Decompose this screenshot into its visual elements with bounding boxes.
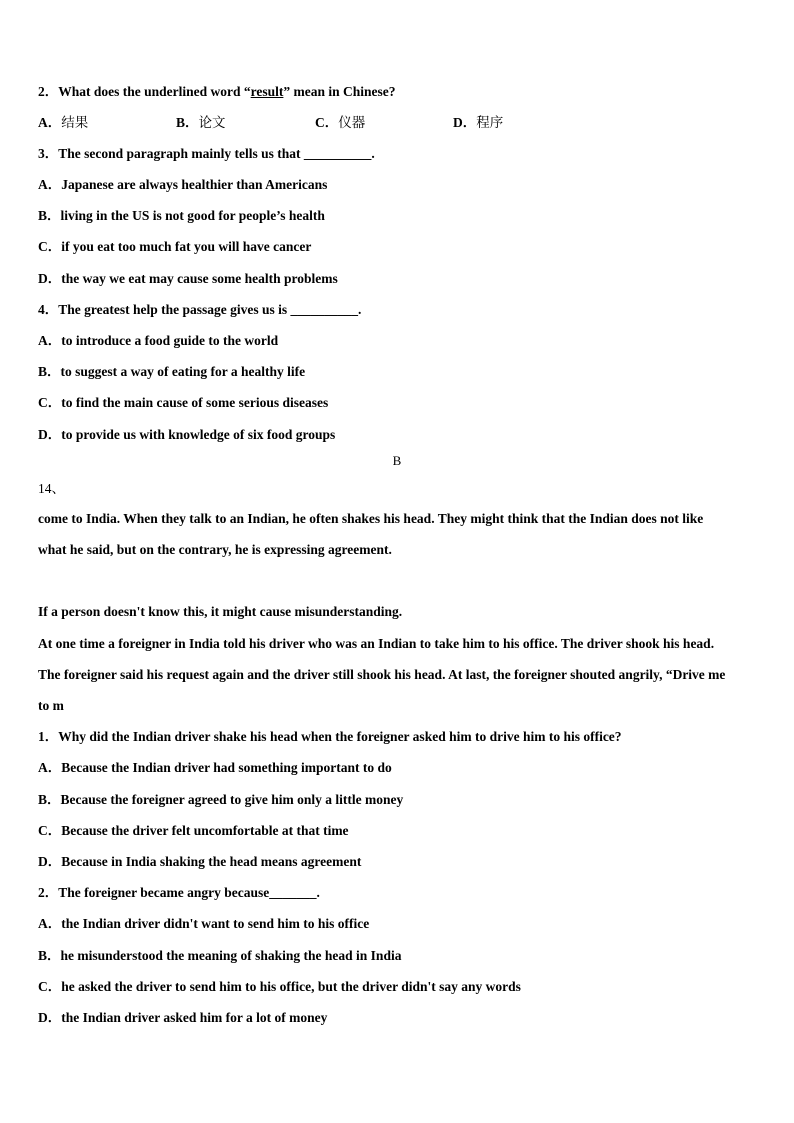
b-q1-option-c: C．Because the driver felt uncomfortable at that time bbox=[38, 823, 349, 838]
passage-line: what he said, but on the contrary, he is expressing agreement. bbox=[38, 542, 392, 557]
b-question-2-stem: 2．The foreigner became angry because_______. bbox=[38, 885, 320, 900]
q4-option-b: B．to suggest a way of eating for a healthy life bbox=[38, 364, 306, 379]
b-q2-option-b: B．he misunderstood the meaning of shaking the head in India bbox=[38, 948, 402, 963]
passage-line: The foreigner said his request again and the driver still shook his head. At last, the foreigner shouted angrily, “Drive me bbox=[38, 667, 726, 682]
b-q2-option-d: D．the Indian driver asked him for a lot of money bbox=[38, 1010, 328, 1025]
q2-option-a: A．结果 bbox=[38, 115, 89, 130]
q4-option-c: C．to find the main cause of some serious diseases bbox=[38, 395, 329, 410]
q3-option-a: A．Japanese are always healthier than Americans bbox=[38, 177, 328, 192]
q4-option-d: D．to provide us with knowledge of six food groups bbox=[38, 427, 336, 442]
q2-option-c: C．仪器 bbox=[315, 115, 366, 130]
b-q1-option-b: B．Because the foreigner agreed to give him only a little money bbox=[38, 792, 404, 807]
section-b-label: B bbox=[392, 453, 402, 468]
q3-option-b: B．living in the US is not good for people’s health bbox=[38, 208, 325, 223]
question-2-stem: 2．What does the underlined word “result” mean in Chinese? bbox=[38, 84, 396, 99]
underlined-word: result bbox=[250, 84, 284, 99]
b-q2-option-a: A．the Indian driver didn't want to send him to his office bbox=[38, 916, 370, 931]
q2-option-d: D．程序 bbox=[453, 115, 504, 130]
question-4-stem: 4．The greatest help the passage gives us is __________. bbox=[38, 302, 362, 317]
q4-option-a: A．to introduce a food guide to the world bbox=[38, 333, 279, 348]
passage-line: If a person doesn't know this, it might cause misunderstanding. bbox=[38, 604, 403, 619]
b-q1-option-a: A．Because the Indian driver had something important to do bbox=[38, 760, 392, 775]
passage-line: At one time a foreigner in India told his driver who was an Indian to take him to his office. The driver shook his head. bbox=[38, 636, 715, 651]
b-q1-option-d: D．Because in India shaking the head means agreement bbox=[38, 854, 362, 869]
passage-line: come to India. When they talk to an Indian, he often shakes his head. They might think that the Indian does not like bbox=[38, 511, 704, 526]
passage-line: to m bbox=[38, 698, 64, 713]
q3-option-d: D．the way we eat may cause some health problems bbox=[38, 271, 338, 286]
b-question-1-stem: 1．Why did the Indian driver shake his head when the foreigner asked him to drive him to his office? bbox=[38, 729, 622, 744]
passage-number: 14、 bbox=[38, 481, 65, 496]
question-3-stem: 3．The second paragraph mainly tells us that __________. bbox=[38, 146, 375, 161]
b-q2-option-c: C．he asked the driver to send him to his office, but the driver didn't say any words bbox=[38, 979, 521, 994]
q2-option-b: B．论文 bbox=[176, 115, 226, 130]
q3-option-c: C．if you eat too much fat you will have cancer bbox=[38, 239, 312, 254]
